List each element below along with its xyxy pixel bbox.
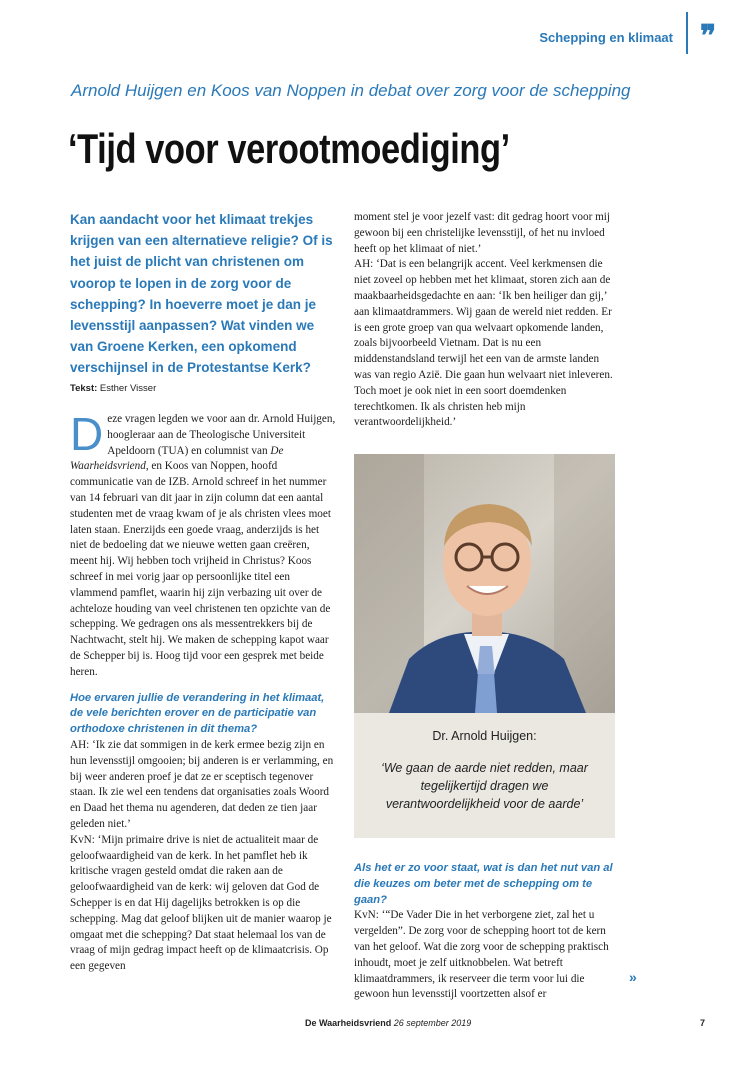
credit-label: Tekst: — [70, 383, 98, 394]
footer-publication: De Waarheidsvriend — [305, 1018, 392, 1028]
caption-quote: ‘We gaan de aarde niet redden, maar tegelijkertijd dragen we verantwoordelijkheid voor de aarde’ — [381, 761, 588, 811]
article-column-1 — [70, 408, 338, 975]
answer-ah-1: AH: ‘Ik zie dat sommigen in de kerk ermee bezig zijn en hun levensstijl omgooien; bij anderen is er verlamming, en bij weer anderen proef je dat ze er sceptisch tegenover staan. Ik zie wel een tendens dat organisaties zoals Woord en Daad het thema nu agenderen, dat deden ze tien jaar geleden niet.’ — [70, 738, 334, 830]
quote-mark-icon: ❞ — [700, 20, 717, 53]
continue-arrow-icon: » — [629, 969, 637, 985]
article-intro: Kan aandacht voor het klimaat trekjes krijgen van een alternatieve religie? Of is het juist de plicht van christenen om voorop te lopen in de zorg voor de schepping? In hoeverre moet je dan je levensstijl aanpassen? Wat vinden we van Groene Kerken, een opkomend verschijnsel in de Protestantse Kerk? — [70, 212, 333, 376]
portrait-illustration — [354, 454, 615, 713]
publication-name: De Waarheidsvriend — [70, 444, 284, 473]
photo-caption — [354, 713, 615, 838]
page-number: 7 — [700, 1018, 706, 1028]
drop-cap: D — [70, 408, 104, 460]
author-credit — [70, 383, 156, 394]
section-divider — [686, 12, 688, 54]
opening-paragraph — [70, 408, 338, 681]
continued-paragraph: moment stel je voor jezelf vast: dit gedrag hoort voor mij gewoon bij een christelijke levensstijl, of het nu invloed heeft op het klimaat of niet.’ — [354, 211, 611, 255]
portrait-photo — [354, 454, 615, 713]
section-label: Schepping en klimaat — [539, 30, 673, 45]
article-title: ‘Tijd voor verootmoediging’ — [68, 125, 510, 172]
question-2: Als het er zo voor staat, wat is dan het nut van al die keuzes om beter met de schepping om te gaan? — [354, 862, 613, 906]
article-column-2 — [354, 210, 618, 431]
article-kicker: Arnold Huijgen en Koos van Noppen in debat over zorg voor de schepping — [71, 81, 631, 100]
answer-ah-2: AH: ‘Dat is een belangrijk accent. Veel kerkmensen die niet zoveel op hebben met het klimaat, storen zich aan de maakbaarheidsgedachte en aan: ‘Ik ben heiliger dan gij,’ aan klimaatdrammers. Wij gaan de wereld niet redden. Er is een grote groep van qua welvaart opkomende landen, zoals bijvoorbeeld Vietnam. Dat is nu een middenstandsland terwijl het een van de armste landen was van regio Azië. Die gaan hun welvaart niet inleveren. Toch moet je ook niet in een soort doemdenken terechtkomen. Ik als christen heb mijn verantwoordelijkheid.’ — [354, 258, 613, 429]
answer-kvn-1: KvN: ‘Mijn primaire drive is niet de actualiteit maar de geloofwaardigheid van de kerk. In het pamflet heb ik kritische vragen gesteld omdat die raken aan de geloofwaardigheid van de kerk: wij geloven dat God de Schepper is en dat Hij dagelijks betrokken is op die schepping. Mag dat geloof blijken uit de manier waarop je omgaat met die schepping? Dat staat helemaal los van de vraag of mijn gedrag impact heeft op de klimaatcrisis. Op een gegeven — [70, 833, 332, 973]
answer-kvn-2: KvN: ‘“De Vader Die in het verborgene ziet, zal het u vergelden”. De zorg voor de schepping hoort tot de kern van het geloof. Wat die zorg voor de schepping praktisch inhoudt, moet je zelf uitknobbelen. Wat betreft klimaatdrammers, ik reserveer die term voor lui die gewoon hun levensstijl voortzetten alsof er — [354, 909, 609, 1001]
opening-text-a: eze vragen legden we voor aan dr. Arnold Huijgen, hoogleraar aan de Theologische Universiteit Apeldoorn (TUA) en columnist van — [107, 413, 336, 457]
article-column-3 — [354, 861, 618, 1003]
footer-date: 26 september 2019 — [393, 1018, 472, 1028]
caption-name: Dr. Arnold Huijgen: — [432, 729, 537, 743]
credit-name: Esther Visser — [99, 383, 157, 394]
page-footer — [305, 1018, 471, 1028]
question-1: Hoe ervaren jullie de verandering in het klimaat, de vele berichten erover en de participatie van orthodoxe christenen in dit thema? — [70, 691, 325, 736]
opening-text-b: , en Koos van Noppen, hoofd communicatie van de IZB. Arnold schreef in het nummer van 14 februari van dit jaar in zijn column dat een aantal studenten met de vraag kwam of je als christen vlees moet laten staan. Enerzijds een goede vraag, anderzijds is het niet de bedoeling dat we nieuwe wetten gaan creëren, meent hij. Wij hebben toch vrijheid in Christus? Koos schreef in mei vorig jaar op persoonlijke titel een vlammend pamflet, waarin hij zijn verbazing uit over de achteloze houding van veel christenen ten opzichte van de schepping. We gedragen ons als messentrekkers bij de Nachtwacht, stelt hij. We maken de schepping kapot waar de Schepper bij is. Hoog tijd voor een gesprek met beide heren. — [70, 460, 331, 678]
